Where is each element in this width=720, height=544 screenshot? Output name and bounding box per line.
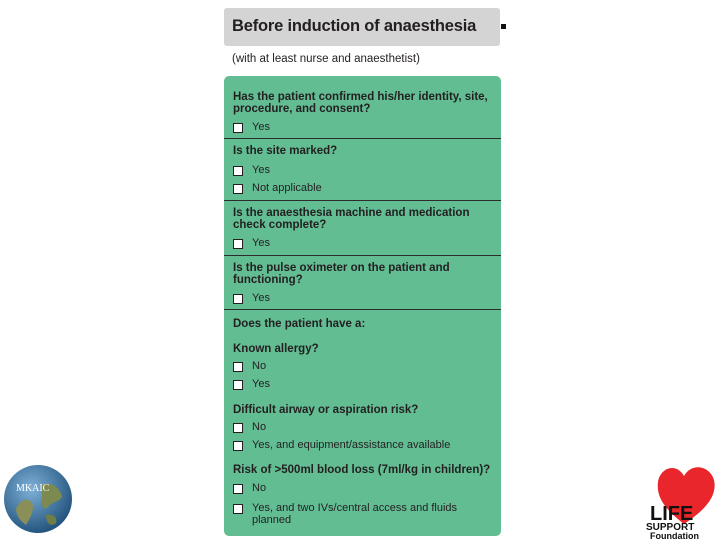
question-oximeter: Is the pulse oximeter on the patient and functioning?	[233, 262, 450, 286]
option-site-na[interactable]	[233, 182, 495, 196]
header-title: Before induction of anaesthesia	[232, 17, 477, 35]
question-allergy: Known allergy?	[233, 343, 319, 355]
divider	[224, 200, 501, 201]
checkbox[interactable]	[233, 380, 243, 390]
option-allergy-no[interactable]	[233, 360, 495, 374]
divider	[224, 255, 501, 256]
question-site: Is the site marked?	[233, 145, 338, 157]
question-airway: Difficult airway or aspiration risk?	[233, 404, 419, 416]
question-blood-loss: Risk of >500ml blood loss (7ml/kg in children)?	[233, 464, 491, 476]
option-label: Yes	[252, 121, 270, 133]
checklist-card	[224, 76, 501, 536]
checkbox[interactable]	[233, 484, 243, 494]
option-allergy-yes[interactable]	[233, 378, 495, 392]
option-label: No	[252, 421, 267, 433]
bullet-marker	[501, 24, 506, 29]
logo-foundation: Foundation	[650, 531, 699, 540]
option-label: Not applicable	[252, 182, 322, 194]
subtitle: (with at least nurse and anaesthetist)	[232, 53, 420, 65]
option-airway-no[interactable]	[233, 421, 495, 435]
heart-icon	[644, 458, 720, 540]
question-identity: Has the patient confirmed his/her identity, site, procedure, and consent?	[233, 91, 488, 115]
option-label: Yes, and two IVs/central access and fluids planned	[252, 502, 458, 526]
globe-logo	[2, 463, 74, 535]
divider	[224, 138, 501, 139]
option-label: Yes	[252, 292, 270, 304]
option-airway-yes[interactable]	[233, 439, 495, 453]
checkbox[interactable]	[233, 166, 243, 176]
option-label: Yes, and equipment/assistance available	[252, 439, 451, 451]
option-label: Yes	[252, 237, 270, 249]
checkbox[interactable]	[233, 441, 243, 451]
logo-life: LIFE	[650, 503, 694, 525]
option-label: No	[252, 482, 267, 494]
question-machine: Is the anaesthesia machine and medication check complete?	[233, 207, 470, 231]
option-label: No	[252, 360, 267, 372]
option-label: Yes	[252, 164, 270, 176]
logo-support: SUPPORT	[646, 522, 695, 533]
option-label: Yes	[252, 378, 270, 390]
option-oximeter-yes[interactable]	[233, 292, 495, 306]
option-blood-yes[interactable]	[233, 502, 495, 530]
option-site-yes[interactable]	[233, 164, 495, 178]
section-header	[224, 8, 500, 46]
checkbox[interactable]	[233, 184, 243, 194]
checkbox[interactable]	[233, 123, 243, 133]
globe-logo-text: MKAIC	[16, 483, 50, 494]
option-machine-yes[interactable]	[233, 237, 495, 251]
option-blood-no[interactable]	[233, 482, 495, 496]
life-support-logo	[644, 458, 720, 540]
checkbox[interactable]	[233, 362, 243, 372]
checkbox[interactable]	[233, 423, 243, 433]
option-identity-yes[interactable]	[233, 121, 495, 135]
checkbox[interactable]	[233, 504, 243, 514]
divider	[224, 309, 501, 310]
checkbox[interactable]	[233, 294, 243, 304]
question-patient-have: Does the patient have a:	[233, 318, 366, 330]
checkbox[interactable]	[233, 239, 243, 249]
